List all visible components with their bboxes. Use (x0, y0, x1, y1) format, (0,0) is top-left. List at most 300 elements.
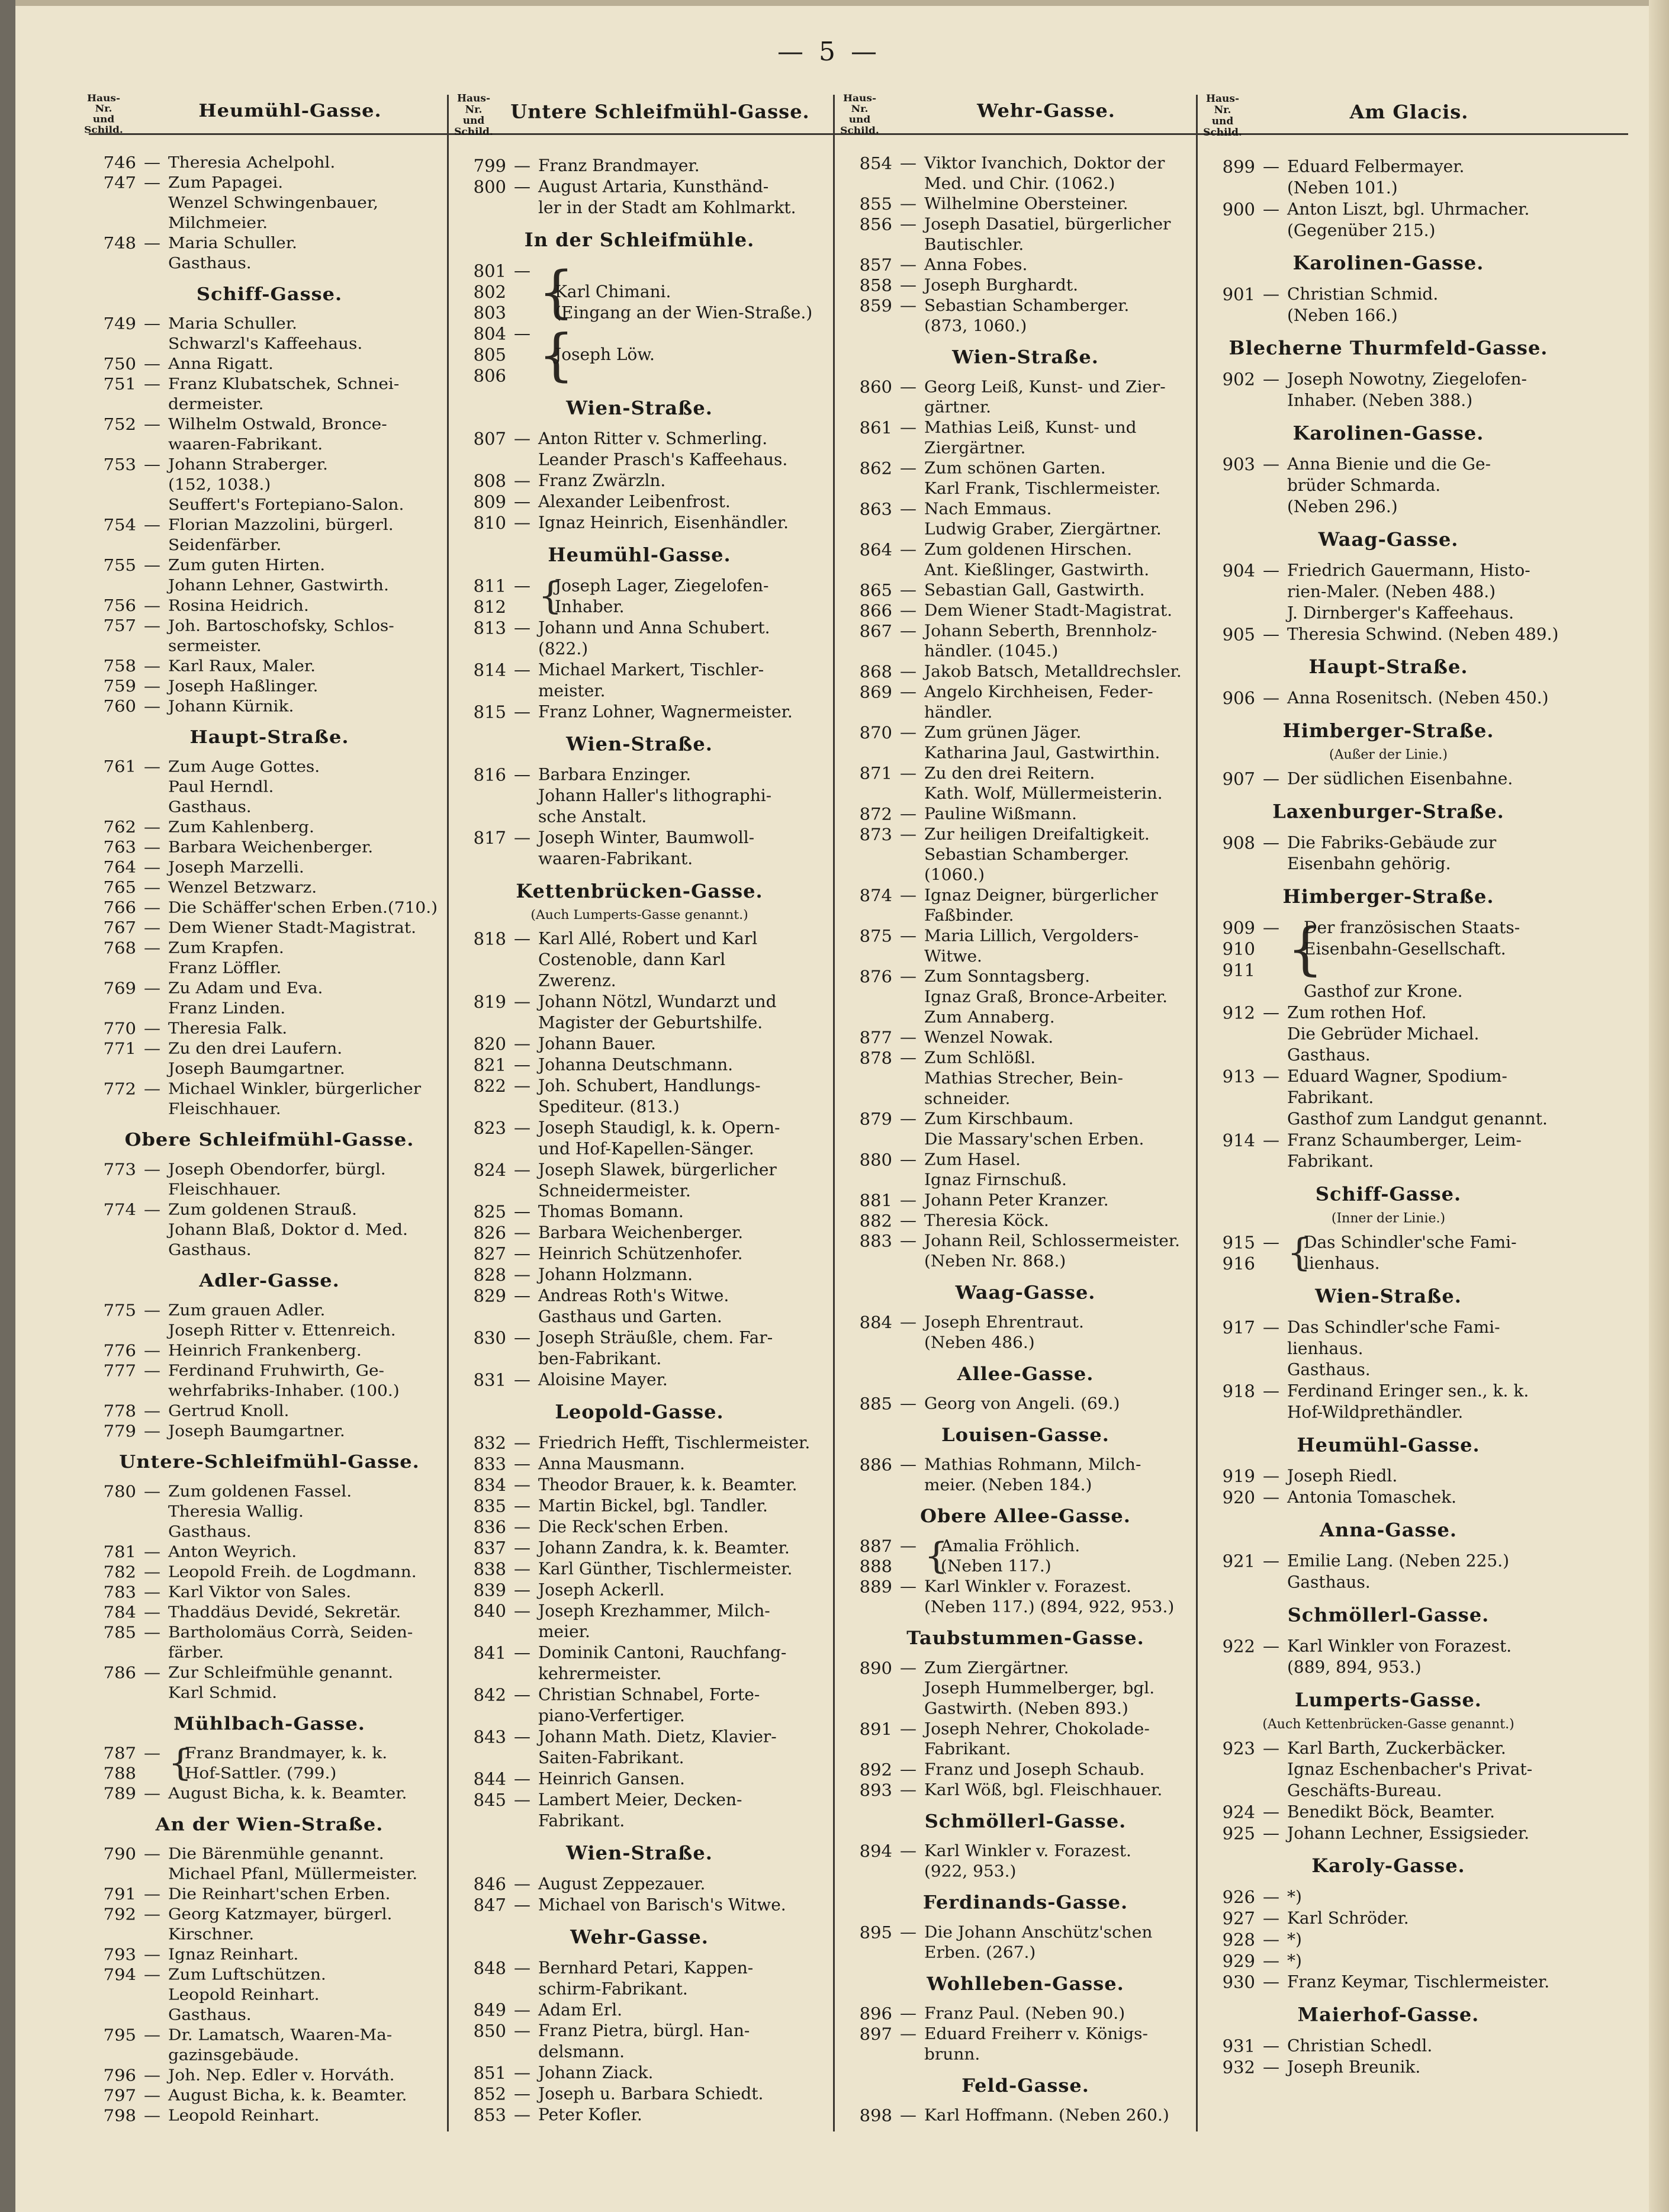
house-number: 790 (103, 1844, 136, 1864)
entry-text (538, 764, 826, 827)
entry-text (168, 1079, 456, 1119)
house-number: 860 (859, 377, 892, 397)
dash-separator: — (900, 255, 916, 274)
entry-text (538, 1538, 826, 1558)
house-number: 841 (473, 1643, 506, 1663)
entry-text (1287, 1487, 1575, 1508)
entry-line: Joseph Breunik. (1287, 2057, 1421, 2077)
house-number: 851 (473, 2063, 506, 2084)
street-heading: Waag-Gasse. (1318, 528, 1459, 551)
house-entry (83, 153, 456, 173)
entry-line: Barbara Weichenberger. (538, 1223, 744, 1243)
entry-text (1287, 1066, 1575, 1130)
house-numbers (83, 1944, 136, 1965)
house-numbers (83, 596, 136, 616)
house-entry (453, 1033, 826, 1054)
house-number: 908 (1222, 832, 1255, 853)
house-numbers (1202, 687, 1255, 709)
house-entry (83, 455, 456, 515)
entry-text (538, 1726, 826, 1769)
house-number: 826 (473, 1223, 506, 1243)
entry-line: (1060.) (924, 865, 985, 885)
entry-line: Franz Klubatschek, Schnei- (168, 374, 400, 393)
entry-line: Wilhelmine Obersteiner. (924, 194, 1128, 213)
dash-separator: — (144, 153, 160, 172)
house-numbers (1202, 1929, 1255, 1950)
entry-line (555, 323, 826, 344)
entry-line: Zum Sonntagsberg. (924, 967, 1090, 986)
entry-line: Die Gebrüder Michael. (1287, 1024, 1480, 1044)
entry-line: Franz Zwärzln. (538, 471, 666, 490)
house-numbers (453, 1496, 506, 1516)
house-entry (1202, 1950, 1575, 1972)
entry-line: Mathias Leiß, Kunst- und (924, 418, 1137, 437)
dash-separator: — (900, 1760, 916, 1779)
entry-text (924, 295, 1212, 336)
house-numbers (1202, 1232, 1255, 1274)
house-number: 823 (473, 1118, 506, 1138)
entry-text (168, 696, 456, 716)
house-number: 815 (473, 702, 506, 722)
dash-separator: — (514, 1790, 530, 1809)
entry-line: Martin Bickel, bgl. Tandler. (538, 1496, 768, 1516)
house-numbers (1202, 198, 1255, 220)
street-heading: Blecherne Thurmfeld-Gasse. (1229, 336, 1548, 359)
entry-text (1287, 1929, 1575, 1950)
entry-line: dermeister. (168, 394, 264, 413)
house-entry (1202, 917, 1575, 1002)
entry-text (924, 1760, 1212, 1780)
house-numbers (83, 173, 136, 193)
dash-separator: — (144, 173, 160, 192)
entry-text (168, 1562, 456, 1582)
entry-text (538, 1516, 826, 1537)
page-number: — 5 — (777, 37, 880, 67)
entry-line: Andreas Roth's Witwe. (538, 1286, 729, 1306)
house-entry (453, 491, 826, 512)
house-number: 896 (859, 2004, 892, 2024)
dash-separator: — (900, 2024, 916, 2043)
house-number: 769 (103, 978, 136, 998)
house-entry (1202, 1381, 1575, 1423)
house-numbers (83, 1582, 136, 1602)
house-numbers (453, 1432, 506, 1453)
entry-line: Joh. Schubert, Handlungs- (538, 1076, 761, 1095)
entry-line: Gasthaus. (1287, 1572, 1371, 1592)
house-entry (1202, 832, 1575, 874)
house-number: 757 (103, 616, 136, 635)
entry-line: Die Johann Anschütz'schen (924, 1922, 1153, 1942)
house-number: 770 (103, 1018, 136, 1038)
house-number: 855 (859, 194, 892, 214)
house-number: 862 (859, 458, 892, 478)
entry-text (1287, 769, 1575, 790)
entry-text (168, 1542, 456, 1562)
entry-text (924, 885, 1212, 926)
entry-text (538, 1873, 826, 1894)
house-entry (453, 2021, 826, 2063)
house-number: 837 (473, 1538, 506, 1558)
entry-line: Bautischler. (924, 235, 1024, 254)
house-entry (453, 2105, 826, 2126)
entry-line: piano-Verfertiger. (538, 1706, 685, 1726)
entry-text (168, 1200, 456, 1260)
house-number: 835 (473, 1496, 506, 1516)
house-numbers (1202, 1002, 1255, 1024)
entry-line: Florian Mazzolini, bürgerl. (168, 515, 394, 534)
entry-line: Joseph Dasatiel, bürgerlicher (924, 214, 1171, 234)
house-number: 784 (103, 1602, 136, 1622)
entry-line: Ignaz Eschenbacher's Privat- (1287, 1759, 1533, 1779)
entry-line: Johann Zandra, k. k. Beamter. (538, 1538, 790, 1558)
entry-line: Joseph Ehrentraut. (924, 1313, 1084, 1332)
house-entry (839, 1719, 1212, 1760)
entry-line: Joseph Staudigl, k. k. Opern- (538, 1118, 780, 1137)
dash-separator: — (144, 2105, 160, 2125)
entry-line: (Neben Nr. 868.) (924, 1252, 1066, 1271)
dash-separator: — (900, 2004, 916, 2023)
entry-text (555, 323, 826, 365)
dash-separator: — (514, 176, 530, 197)
entry-line: Die Reinhart'schen Erben. (168, 1884, 391, 1904)
dash-separator: — (144, 1663, 160, 1682)
house-numbers (83, 757, 136, 777)
house-number: 889 (859, 1577, 892, 1597)
entry-line: Mathias Strecher, Bein- (924, 1069, 1123, 1088)
house-numbers (1202, 1381, 1255, 1402)
house-number: 850 (473, 2021, 506, 2041)
house-numbers (83, 898, 136, 918)
house-numbers (83, 1663, 136, 1683)
entry-text (538, 1789, 826, 1831)
house-entry (839, 763, 1212, 804)
house-numbers (453, 176, 506, 197)
street-heading: Leopold-Gasse. (555, 1401, 724, 1423)
entry-text (168, 1884, 456, 1904)
entry-line: Karl Hoffmann. (Neben 260.) (924, 2105, 1169, 2125)
house-numbers (453, 155, 506, 176)
entry-text (1287, 1822, 1575, 1844)
entry-text (168, 1018, 456, 1039)
entry-text (1287, 1908, 1575, 1929)
entry-line: lienhaus. (1287, 1338, 1364, 1358)
entry-text (924, 255, 1212, 275)
house-entry (1202, 687, 1575, 709)
dash-separator: — (900, 214, 916, 234)
dash-separator: — (900, 621, 916, 641)
house-numbers (839, 255, 892, 275)
house-number: 789 (103, 1783, 136, 1803)
house-number: 827 (473, 1244, 506, 1264)
house-number: 766 (103, 898, 136, 917)
entry-text (924, 966, 1212, 1027)
house-entry (83, 857, 456, 877)
house-numbers (453, 1159, 506, 1180)
entry-text (538, 1201, 826, 1222)
house-number: 747 (103, 173, 136, 192)
entry-line: Barbara Weichenberger. (168, 837, 374, 856)
entry-line: Franz und Joseph Schaub. (924, 1760, 1145, 1779)
entry-text (538, 1999, 826, 2020)
street-heading: An der Wien-Straße. (155, 1813, 384, 1835)
entry-text (555, 261, 826, 323)
entry-text (168, 1663, 456, 1703)
house-entry (1202, 623, 1575, 645)
house-number: 753 (103, 455, 136, 474)
entry-text (168, 938, 456, 978)
house-numbers (83, 374, 136, 394)
entry-text (941, 1536, 1212, 1577)
house-number-header: Haus-Nr. und Schild. (84, 92, 123, 136)
dash-separator: — (900, 458, 916, 478)
house-entry (453, 1201, 826, 1222)
house-numbers (453, 1054, 506, 1075)
entry-line: Das Schindler'sche Fami- (1304, 1232, 1517, 1252)
house-number: 759 (103, 676, 136, 696)
dash-separator: — (900, 1231, 916, 1250)
house-numbers (839, 153, 892, 173)
house-entry (83, 1159, 456, 1200)
entry-line: Georg Leiß, Kunst- und Zier- (924, 377, 1166, 396)
house-numbers (453, 1243, 506, 1264)
house-number: 760 (103, 696, 136, 716)
entry-line: Hof-Wildprethändler. (1287, 1402, 1464, 1422)
entry-line: Zum Hasel. (924, 1150, 1021, 1169)
entry-line: Joseph Hummelberger, bgl. (924, 1679, 1155, 1697)
entry-text (924, 1719, 1212, 1760)
house-numbers (83, 414, 136, 435)
entry-line: Katharina Jaul, Gastwirthin. (924, 743, 1160, 763)
house-entry (453, 1558, 826, 1579)
entry-text (168, 314, 456, 354)
entry-text (538, 1117, 826, 1159)
house-numbers (453, 1895, 506, 1915)
house-numbers (83, 857, 136, 877)
dash-separator: — (144, 656, 160, 675)
house-numbers (1202, 1635, 1255, 1657)
house-number: 846 (473, 1874, 506, 1894)
dash-separator: — (514, 575, 530, 596)
house-number: 787 (103, 1743, 136, 1763)
entry-text (168, 1361, 456, 1401)
entry-line: Faßbinder. (924, 906, 1014, 925)
street-heading: Lumperts-Gasse. (1295, 1689, 1482, 1712)
house-numbers (453, 1369, 506, 1390)
house-number: 848 (473, 1958, 506, 1978)
entry-text (924, 1780, 1212, 1800)
entry-line: Fabrikant. (1287, 1088, 1374, 1107)
house-number: 897 (859, 2024, 892, 2044)
house-number: 925 (1222, 1823, 1255, 1844)
entry-line: Zum Kirschbaum. (924, 1109, 1074, 1128)
entry-line: Joseph Löw. (555, 345, 655, 365)
house-number: 881 (859, 1191, 892, 1210)
entry-line: kehrermeister. (538, 1664, 662, 1684)
entry-line: Bartholomäus Corrà, Seiden- (168, 1622, 413, 1642)
entry-text (1287, 1950, 1575, 1972)
dash-separator: — (900, 418, 916, 437)
dash-separator: — (1263, 1636, 1279, 1656)
house-number: 861 (859, 418, 892, 438)
house-number: 904 (1222, 560, 1255, 581)
house-number: 798 (103, 2105, 136, 2126)
entry-text (168, 857, 456, 877)
house-numbers (83, 837, 136, 857)
house-number: 901 (1222, 284, 1255, 304)
house-number: 927 (1222, 1908, 1255, 1928)
entry-line: Theresia Achelpohl. (168, 153, 336, 172)
entry-line: Das Schindler'sche Fami- (1287, 1317, 1500, 1337)
house-number: 780 (103, 1481, 136, 1501)
dash-separator: — (144, 2085, 160, 2105)
dash-separator: — (1263, 769, 1279, 789)
entry-text (1287, 1886, 1575, 1908)
house-entry (839, 1536, 1212, 1577)
entry-line: Johann Holzmann. (538, 1265, 693, 1285)
street-heading: Wien-Straße. (566, 1842, 713, 1864)
dash-separator: — (514, 1369, 530, 1390)
dash-separator: — (900, 1536, 916, 1555)
entry-line: Karl Winkler von Forazest. (1287, 1636, 1512, 1656)
dash-separator: — (1263, 454, 1279, 474)
entry-line: Lambert Meier, Decken- (538, 1790, 742, 1809)
dash-separator: — (1263, 284, 1279, 304)
entry-line: Geschäfts-Bureau. (1287, 1780, 1442, 1801)
house-number: 845 (473, 1790, 506, 1810)
house-number: 874 (859, 886, 892, 905)
entry-line: Peter Kofler. (538, 2105, 642, 2125)
dash-separator: — (144, 555, 160, 574)
entry-line: Michael Pfanl, Müllermeister. (168, 1864, 418, 1883)
entry-line: Schwarzl's Kaffeehaus. (168, 334, 363, 353)
house-number: 765 (103, 877, 136, 897)
house-entry (453, 1684, 826, 1726)
entry-line: Heinrich Frankenberg. (168, 1340, 362, 1359)
dash-separator: — (1263, 1381, 1279, 1401)
house-numbers (839, 1455, 892, 1475)
house-entry (839, 295, 1212, 336)
house-numbers (839, 1109, 892, 1129)
house-entry (453, 1369, 826, 1390)
house-numbers (83, 1542, 136, 1562)
dash-separator: — (514, 471, 530, 490)
entry-line: Johanna Deutschmann. (538, 1054, 734, 1075)
dash-separator: — (900, 1048, 916, 1068)
house-number: 813 (473, 618, 506, 638)
dash-separator: — (900, 1394, 916, 1413)
entry-line: Joseph Riedl. (1287, 1466, 1398, 1486)
house-entry (839, 458, 1212, 499)
house-numbers (83, 515, 136, 535)
house-numbers (1202, 1465, 1255, 1487)
house-entry (839, 255, 1212, 275)
entry-text (168, 515, 456, 555)
house-number: 890 (859, 1658, 892, 1678)
house-entry (1202, 1487, 1575, 1508)
entry-text (1287, 198, 1575, 241)
house-entry (453, 1474, 826, 1495)
entry-line: *) (1287, 1887, 1302, 1907)
entry-line: Joseph Krezhammer, Milch- (538, 1601, 770, 1621)
house-numbers (453, 1538, 506, 1558)
entry-text (538, 1580, 826, 1600)
house-numbers (453, 2021, 506, 2041)
house-entry (1202, 1972, 1575, 1993)
house-entry (839, 824, 1212, 885)
house-entry (839, 1150, 1212, 1191)
house-entry (453, 1432, 826, 1453)
house-entry (453, 1243, 826, 1264)
house-entry (83, 1965, 456, 2025)
entry-line: Wilhelm Ostwald, Bronce- (168, 414, 387, 433)
brace-bracket: { (538, 259, 575, 325)
dash-separator: — (144, 1582, 160, 1602)
house-number: 773 (103, 1159, 136, 1179)
entry-text (924, 1048, 1212, 1109)
house-numbers (83, 676, 136, 696)
entry-line: Zum Luftschützen. (168, 1965, 326, 1984)
entry-line: Theodor Brauer, k. k. Beamter. (538, 1475, 797, 1494)
house-numbers (839, 1150, 892, 1170)
entry-line: (Neben 117.) (941, 1557, 1051, 1576)
entry-text (168, 1582, 456, 1602)
column-divider-2 (833, 95, 835, 2131)
dash-separator: — (900, 723, 916, 742)
entry-line: Johann Peter Kranzer. (924, 1191, 1109, 1210)
house-number: 911 (1222, 960, 1255, 980)
street-heading: Obere Schleifmühl-Gasse. (124, 1128, 414, 1150)
house-number: 898 (859, 2105, 892, 2126)
entry-line: Franz Schaumberger, Leim- (1287, 1130, 1522, 1150)
house-number: 794 (103, 1965, 136, 1985)
house-numbers (839, 458, 892, 478)
entry-text (168, 676, 456, 696)
entry-line: gazinsgebäude. (168, 2045, 300, 2065)
entry-line: Fabrikant. (1287, 1151, 1374, 1171)
entry-text (924, 1231, 1212, 1272)
entry-text (538, 1243, 826, 1264)
house-number: 752 (103, 414, 136, 434)
house-numbers (83, 2065, 136, 2085)
entry-line: Anna Mausmann. (538, 1454, 685, 1474)
dash-separator: — (1263, 1908, 1279, 1928)
entry-text (168, 1944, 456, 1965)
entry-text (538, 1054, 826, 1075)
dash-separator: — (514, 1517, 530, 1536)
house-numbers (839, 1027, 892, 1047)
entry-line: Adam Erl. (538, 2000, 622, 2020)
house-entry (1202, 1551, 1575, 1593)
entry-line: Theresia Schwind. (Neben 489.) (1287, 624, 1559, 644)
dash-separator: — (514, 1433, 530, 1452)
house-numbers (1202, 1130, 1255, 1151)
entry-text (924, 194, 1212, 214)
entry-line: Franz Keymar, Tischlermeister. (1287, 1972, 1550, 1992)
dash-separator: — (1263, 1551, 1279, 1571)
dash-separator: — (900, 1211, 916, 1230)
street-heading: Untere-Schleifmühl-Gasse. (119, 1451, 420, 1472)
house-entry (839, 1780, 1212, 1800)
dash-separator: — (1263, 1130, 1279, 1150)
house-entry (83, 898, 456, 918)
entry-line: Georg von Angeli. (69.) (924, 1394, 1120, 1413)
entry-line: Karl Frank, Tischlermeister. (924, 479, 1161, 498)
entry-line: Karl Allé, Robert und Karl (538, 928, 758, 949)
entry-line: Milchmeier. (168, 213, 268, 232)
house-entry (839, 153, 1212, 194)
house-number: 918 (1222, 1381, 1255, 1401)
entry-text (538, 1223, 826, 1243)
